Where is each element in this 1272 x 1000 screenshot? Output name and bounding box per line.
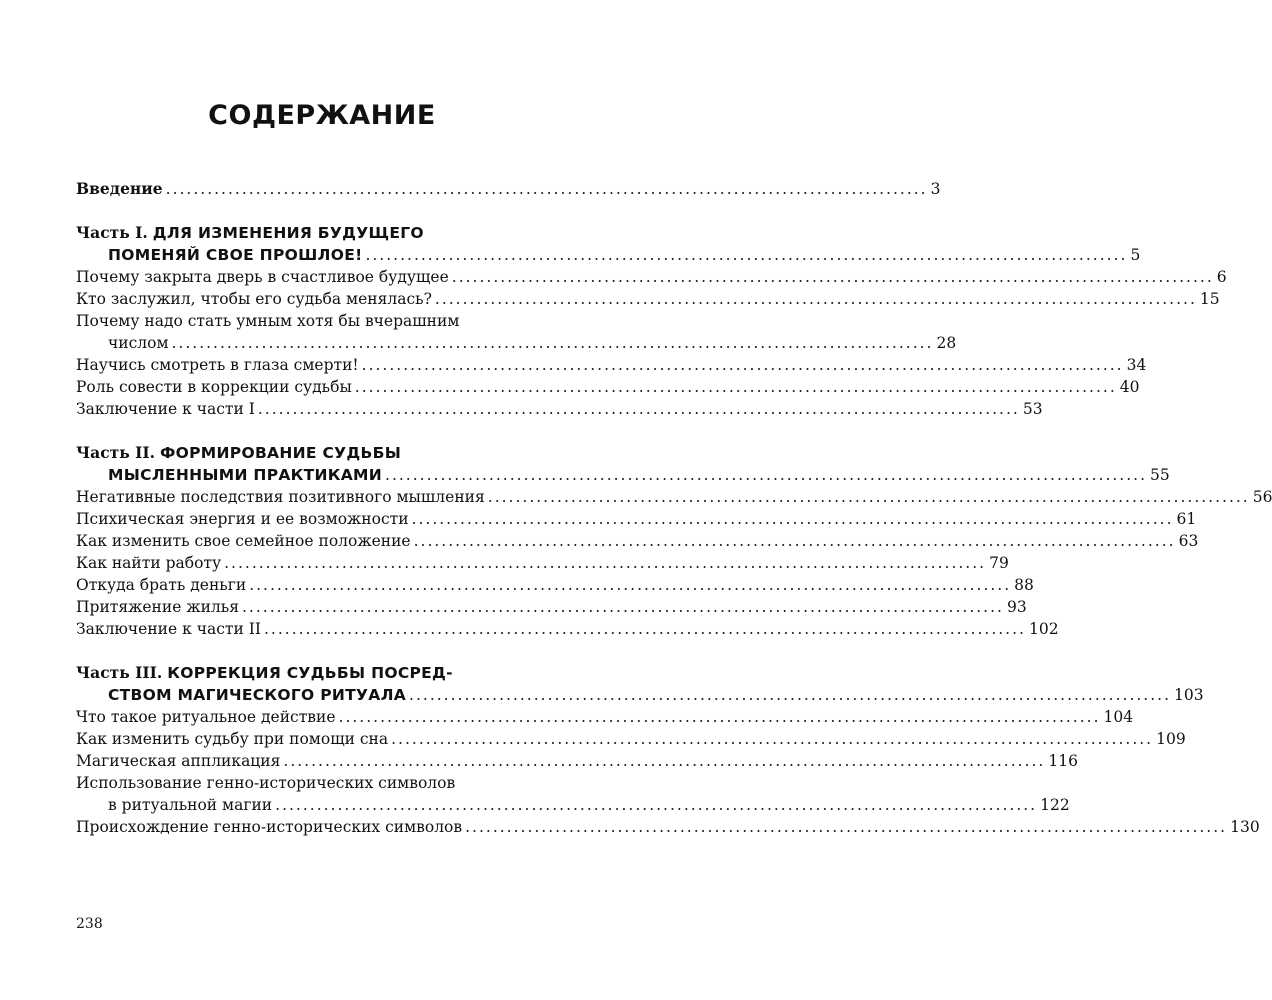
leader-dots: ..............................................................................................................: [451, 268, 1214, 286]
leader-dots: ..............................................................................................................: [365, 246, 1128, 264]
toc-entry[interactable]: [76, 486, 1272, 508]
part1-heading-text1: ДЛЯ ИЗМЕНЕНИЯ БУДУЩЕГО: [152, 224, 424, 242]
toc-entry[interactable]: [76, 574, 1034, 596]
toc-entry[interactable]: [76, 596, 1027, 618]
toc-entry-page: 116: [1048, 752, 1078, 770]
leader-dots: ..............................................................................................................: [249, 576, 1012, 594]
part2-page: 55: [1150, 466, 1170, 484]
toc-entry-page: 53: [1022, 400, 1043, 418]
leader-dots: ..............................................................................................................: [385, 466, 1148, 484]
leader-dots: ..............................................................................................................: [263, 620, 1026, 638]
leader-dots: ..............................................................................................................: [171, 334, 934, 352]
part3-heading-text2: СТВОМ МАГИЧЕСКОГО РИТУАЛА: [108, 686, 407, 704]
toc-entry-label: Роль совести в коррекции судьбы: [76, 378, 352, 396]
toc-entry-page: 61: [1176, 510, 1197, 528]
toc-entry-label: числом: [108, 334, 169, 352]
part2-heading-line1[interactable]: [76, 442, 533, 464]
toc-entry-page: 130: [1230, 818, 1260, 836]
toc-entry-label: Что такое ритуальное действие: [76, 708, 336, 726]
leader-dots: ..............................................................................................................: [391, 730, 1154, 748]
toc-entry-label: Как найти работу: [76, 554, 222, 572]
toc-entry-label: Заключение к части II: [76, 620, 261, 638]
toc-entry-intro[interactable]: [76, 178, 941, 200]
leader-dots: ..............................................................................................................: [434, 290, 1197, 308]
toc-entry[interactable]: [76, 530, 1199, 552]
toc-entry-label: Введение: [76, 179, 163, 198]
toc-entry-page: 34: [1126, 356, 1147, 374]
toc-entry[interactable]: [76, 266, 1227, 288]
leader-dots: ..............................................................................................................: [241, 598, 1004, 616]
part2-heading-line2[interactable]: [76, 464, 1170, 486]
toc-entry-label: Притяжение жилья: [76, 598, 239, 616]
leader-dots: ..............................................................................................................: [338, 708, 1101, 726]
toc-entry[interactable]: [76, 816, 1260, 838]
toc-entry-label: Заключение к части I: [76, 400, 255, 418]
toc-entry-line1[interactable]: Использование генно-исторических символов: [76, 774, 456, 792]
table-of-contents: [76, 178, 1272, 838]
toc-entry-label: Негативные последствия позитивного мышления: [76, 488, 485, 506]
part2-heading-text2: МЫСЛЕННЫМИ ПРАКТИКАМИ: [108, 466, 383, 484]
toc-entry-label: Научись смотреть в глаза смерти!: [76, 356, 359, 374]
toc-entry[interactable]: [76, 376, 1140, 398]
toc-entry[interactable]: [76, 794, 1070, 816]
part2-prefix: Часть II.: [76, 443, 156, 462]
toc-entry-page: 56: [1252, 488, 1272, 506]
toc-entry[interactable]: [76, 552, 1009, 574]
spacer: [76, 420, 533, 442]
part3-page: 103: [1174, 686, 1204, 704]
toc-entry-label: Откуда брать деньги: [76, 576, 247, 594]
toc-entry-line1[interactable]: Почему надо стать умным хотя бы вчерашним: [76, 312, 460, 330]
toc-entry[interactable]: [76, 706, 1134, 728]
toc-entry-page: 109: [1156, 730, 1186, 748]
toc-entry[interactable]: [76, 618, 1059, 640]
toc-entry[interactable]: [76, 508, 1197, 530]
part1-heading-line2[interactable]: [76, 244, 1141, 266]
toc-entry-page: 88: [1014, 576, 1034, 594]
toc-entry-page: 93: [1006, 598, 1027, 616]
toc-entry-label: Происхождение генно-исторических символов: [76, 818, 463, 836]
toc-entry-label: Как изменить судьбу при помощи сна: [76, 730, 389, 748]
toc-entry-page: 3: [930, 180, 941, 198]
toc-entry-label: Магическая аппликация: [76, 752, 281, 770]
leader-dots: ..............................................................................................................: [283, 752, 1046, 770]
leader-dots: ..............................................................................................................: [465, 818, 1228, 836]
part1-heading-line1[interactable]: [76, 222, 533, 244]
leader-dots: ..............................................................................................................: [224, 554, 987, 572]
toc-entry-page: 104: [1103, 708, 1134, 726]
toc-entry-page: 40: [1119, 378, 1140, 396]
part3-heading-line1[interactable]: [76, 662, 533, 684]
part3-heading-line2[interactable]: [76, 684, 1204, 706]
leader-dots: ..............................................................................................................: [165, 180, 928, 198]
toc-entry-page: 79: [989, 554, 1009, 572]
toc-entry[interactable]: [76, 332, 957, 354]
leader-dots: ..............................................................................................................: [361, 356, 1124, 374]
part1-prefix: Часть I.: [76, 223, 148, 242]
toc-entry[interactable]: [76, 750, 1078, 772]
toc-entry-label: Психическая энергия и ее возможности: [76, 510, 409, 528]
part3-heading-text1: КОРРЕКЦИЯ СУДЬБЫ ПОСРЕД-: [167, 664, 453, 682]
spacer: [76, 200, 533, 222]
leader-dots: ..............................................................................................................: [413, 532, 1176, 550]
part1-page: 5: [1130, 246, 1141, 264]
toc-entry-label: Почему закрыта дверь в счастливое будущее: [76, 268, 449, 286]
leader-dots: ..............................................................................................................: [409, 686, 1172, 704]
leader-dots: ..............................................................................................................: [354, 378, 1117, 396]
toc-entry-label: в ритуальной магии: [108, 796, 273, 814]
spacer: [76, 640, 533, 662]
leader-dots: ..............................................................................................................: [275, 796, 1038, 814]
toc-entry-page: 6: [1216, 268, 1227, 286]
toc-entry[interactable]: [76, 728, 1186, 750]
part2-heading-text1: ФОРМИРОВАНИЕ СУДЬБЫ: [160, 444, 402, 462]
toc-entry-label: Кто заслужил, чтобы его судьба менялась?: [76, 290, 432, 308]
leader-dots: ..............................................................................................................: [411, 510, 1174, 528]
leader-dots: ..............................................................................................................: [257, 400, 1020, 418]
toc-entry[interactable]: [76, 398, 1043, 420]
part1-heading-text2: ПОМЕНЯЙ СВОЕ ПРОШЛОЕ!: [108, 246, 363, 264]
page-title: СОДЕРЖАНИЕ: [208, 100, 436, 131]
page-number: 238: [76, 916, 103, 932]
leader-dots: ..............................................................................................................: [487, 488, 1250, 506]
toc-entry-page: 28: [936, 334, 957, 352]
toc-entry-label: Как изменить свое семейное положение: [76, 532, 411, 550]
toc-entry-page: 102: [1028, 620, 1059, 638]
toc-entry[interactable]: [76, 354, 1147, 376]
toc-entry-page: 63: [1178, 532, 1199, 550]
toc-entry-page: 15: [1199, 290, 1220, 308]
toc-entry[interactable]: [76, 288, 1220, 310]
toc-entry-page: 122: [1040, 796, 1070, 814]
part3-prefix: Часть III.: [76, 663, 163, 682]
